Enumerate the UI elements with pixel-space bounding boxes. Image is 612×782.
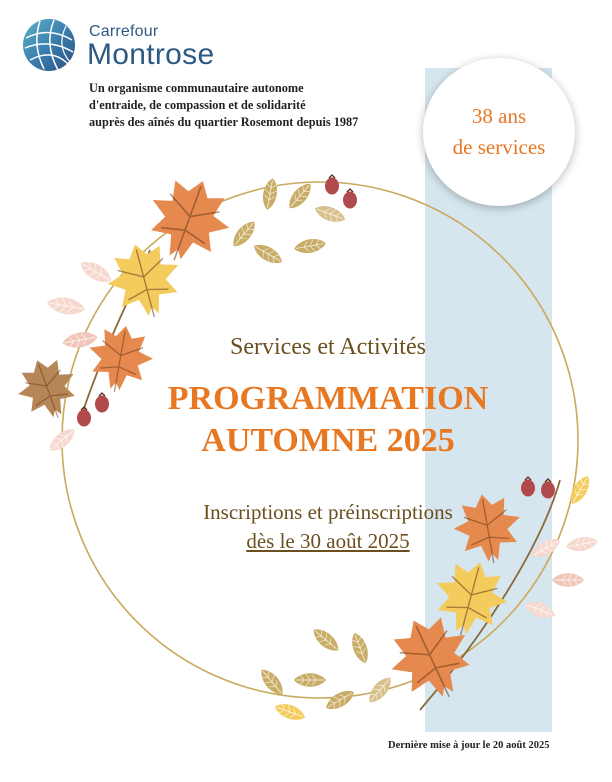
registration-text: Inscriptions et préinscriptions bbox=[203, 500, 453, 524]
registration-date: dès le 30 août 2025 bbox=[246, 529, 410, 553]
tagline-line: Un organisme communautaire autonome bbox=[89, 81, 304, 95]
page-subtitle: Services et Activités bbox=[230, 334, 426, 360]
tagline-line: d'entraide, de compassion et de solidarité bbox=[89, 98, 306, 112]
anniversary-badge bbox=[423, 58, 575, 206]
title-line-1: PROGRAMMATION bbox=[167, 380, 489, 417]
page-title bbox=[0, 378, 612, 462]
brand-name-main: Montrose bbox=[87, 38, 215, 71]
brand-name-top: Carrefour bbox=[89, 23, 159, 40]
last-updated-note: Dernière mise à jour le 20 août 2025 bbox=[388, 740, 550, 751]
registration-info bbox=[0, 498, 612, 556]
badge-label: de services bbox=[452, 135, 546, 159]
tagline-line: auprès des aînés du quartier Rosemont depuis 1987 bbox=[89, 115, 359, 129]
badge-years: 38 ans bbox=[471, 104, 527, 128]
title-line-2: AUTOMNE 2025 bbox=[201, 422, 455, 459]
